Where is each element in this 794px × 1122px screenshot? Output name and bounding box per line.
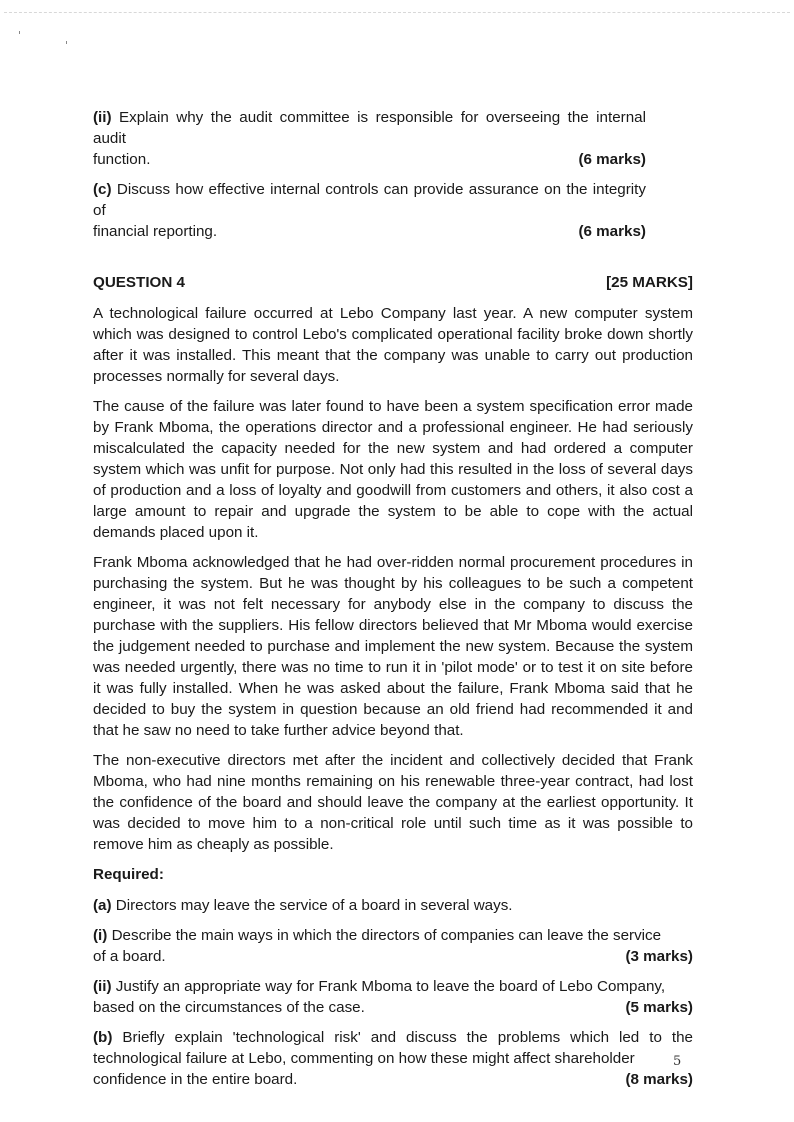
case-paragraph: The non-executive directors met after the incident and collectively decided that Frank Mboma, who had nine months remaining on his renewable three-year contract, had lost the confidence of the board and should leave the company at the earliest opportunity. It was decided to move him to a non-critical role until such time as it was possible to remove him as cheaply as possible.: [93, 752, 693, 853]
question-item-a-i: [93, 925, 693, 967]
item-text-cont: of a board.: [93, 948, 166, 965]
item-marks: (6 marks): [578, 223, 646, 240]
item-text-cont: financial reporting.: [93, 223, 218, 240]
case-paragraph: A technological failure occurred at Lebo Company last year. A new computer system which was designed to control Lebo's complicated operational facility broke down shortly after it was installed. This meant that the company was unable to carry out production processes normally for several days.: [93, 305, 693, 385]
item-marks: (3 marks): [625, 948, 693, 965]
required-heading: Required:: [93, 866, 164, 883]
scan-speck: [66, 41, 67, 44]
question-item-a-ii: [93, 976, 693, 1018]
question-item-c: [93, 179, 646, 242]
previous-question-items: [93, 107, 646, 242]
item-text-cont: based on the circumstances of the case.: [93, 999, 365, 1016]
item-marks: (6 marks): [578, 151, 646, 168]
scan-artifact-line: [4, 12, 790, 13]
question-title: QUESTION 4: [93, 274, 185, 291]
question-item-ii: [93, 107, 646, 170]
item-marks: (8 marks): [625, 1071, 693, 1088]
item-text: Justify an appropriate way for Frank Mboma to leave the board of Lebo Company,: [111, 978, 666, 995]
question-item-b: [93, 1027, 693, 1090]
item-label: (ii): [93, 978, 112, 995]
item-label: (ii): [93, 109, 112, 126]
item-text: Describe the main ways in which the directors of companies can leave the service: [107, 927, 662, 944]
question-item-a: [93, 895, 693, 916]
item-label: (b): [93, 1029, 113, 1046]
item-text: Directors may leave the service of a board in several ways.: [111, 897, 513, 914]
item-text-cont: confidence in the entire board.: [93, 1071, 298, 1088]
item-label: (c): [93, 181, 112, 198]
case-paragraph: Frank Mboma acknowledged that he had over-ridden normal procurement procedures in purchasing the system. But he was thought by his colleagues to be such a competent engineer, it was not felt necessary for anybody else in the company to discuss the purchase with the suppliers. His fellow directors believed that Mr Mboma would exercise the judgement needed to purchase and implement the new system. Because the system was needed urgently, there was no time to run it in 'pilot mode' or to test it on site before it was fully installed. When he was asked about the failure, Frank Mboma said that he decided to buy the system in question because an old friend had recommended it and that he saw no need to take further advice beyond that.: [93, 554, 693, 739]
item-text-cont: function.: [93, 151, 151, 168]
item-label: (a): [93, 897, 112, 914]
item-text: Explain why the audit committee is responsible for overseeing the internal audit: [93, 109, 646, 147]
item-label: (i): [93, 927, 108, 944]
question-total-marks: [25 MARKS]: [606, 274, 693, 291]
question-heading: [93, 272, 693, 293]
exam-page-content: [93, 107, 693, 1099]
item-marks: (5 marks): [625, 999, 693, 1016]
case-paragraph: The cause of the failure was later found to have been a system specification error made by Frank Mboma, the operations director and a professional engineer. He had seriously miscalculated the capacity needed for the new system and had ordered a computer system which was unfit for purpose. Not only had this resulted in the loss of several days of production and a loss of loyalty and goodwill from customers and others, it also cost a large amount to repair and upgrade the system to be able to cope with the actual demands placed upon it.: [93, 398, 693, 541]
page-number: 5: [673, 1054, 682, 1069]
scan-speck: [19, 31, 20, 34]
item-text: Discuss how effective internal controls can provide assurance on the integrity of: [93, 181, 646, 219]
item-text: Briefly explain 'technological risk' and discuss the problems which led to the technological failure at Lebo, commenting on how these might affect shareholder: [93, 1029, 693, 1067]
